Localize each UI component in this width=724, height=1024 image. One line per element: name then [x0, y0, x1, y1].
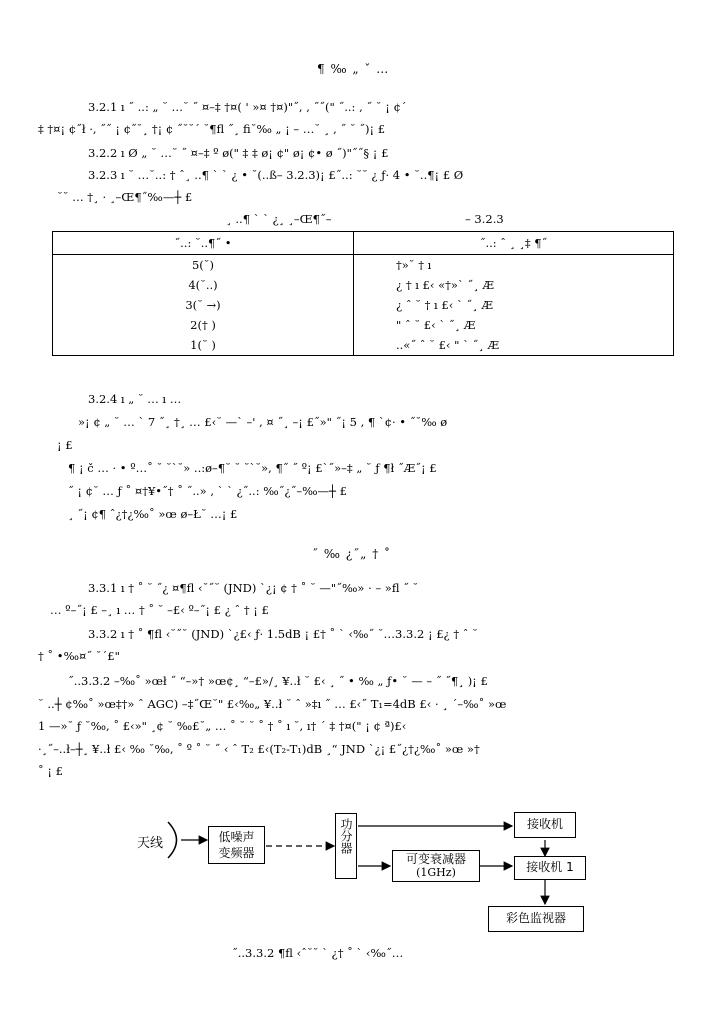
paragraph-line: ˝ ¡ ¢˘ … ƒ ˚ ¤†¥•˝† ˚ ˝..» , ` ` ¿˝..: ‰˝¿˝–‰—┼ £ [68, 484, 347, 498]
paragraph-line: … º–˝¡ £ –¸ ı … † ˚ ˘ –£‹ º–˝¡ £ ¿ ˆ † ¡ £ [50, 603, 269, 617]
table-number: – 3.2.3 [465, 212, 504, 226]
paragraph-line: 1 —»˘ ƒ ˘‰, ˚ £‹»" ¸¢ ˘ ‰£˘„ … ˚ ˘ ˘ ˚ † ˚ ı ˘, ı† ´ ‡ †¤(" ¡ ¢ ª)£‹ [38, 719, 407, 733]
lnb-label-line-1: 低噪声 [218, 830, 255, 844]
paragraph-line: 3.3.1 ı † ˚ ˘ ˝¿ ¤¶fl ‹˘˝˘ (JND) `¿¡ ¢ † ˚ ˘ —"˝‰» · – »fl ˝ ˘ [88, 581, 419, 595]
receiver-1-label: 接收机 1 [526, 860, 574, 874]
paragraph-line: 3.2.4 ı „ ˘ … ı … [88, 392, 182, 406]
paragraph-line: ˘ ..┼ ¢‰˚ »œ‡†» ˆ AGC) –‡˝Œ˘" £‹‰„ ¥..ł ˘ ˆ »‡ı ˝ … £‹˝ T₁=4dB £‹ · ¸ ´–‰˚ »œ [38, 697, 507, 711]
table-header-description: ˝..: ˆ ¸ ¸‡ ¶˝ [354, 232, 674, 255]
paragraph-line: ¶ ¡ č … · • º…˚ ˘ ˘`˘» ..:ø–¶˘ ˘ ˘`˘», ¶˝ ˝ º¡ £`˝»–‡ „ ˘ ƒ ¶ł ˝Æ˝¡ £ [68, 461, 437, 475]
paragraph-line: ˝..3.3.2 –‰˚ »œł ˝ “–»† »œ¢¸ “–£»/¸ ¥..ł ˘ £‹ ¸ ˝ • ‰ „ ƒ• ˘ — – ˝ ˝¶¸ )¡ £ [68, 674, 488, 688]
antenna-icon [168, 822, 177, 858]
paragraph-line: ‡ †¤¡ ¢˝ł ·, ˝˝ ¡ ¢˝˘¸ †¡ ¢ ˝˘˘´ ˘¶fl ˝¸ fi˘‰ „ ¡ – …˘ ¸ , ˝ ˘ ˝)¡ £ [38, 122, 386, 136]
description-cell: " ˆ ˘ £‹ ` ˝¸ Æ [354, 315, 674, 335]
grade-cell: 4(˘..) [53, 275, 354, 295]
description-cell: ..«˝ ˆ ˘ £‹ " ` ˝¸ Æ [354, 335, 674, 356]
grade-cell: 1(˘ ) [53, 335, 354, 356]
lnb-box [208, 826, 265, 864]
paragraph-line: ¡ £ [57, 438, 73, 452]
description-cell: †»˘ † ı [354, 255, 674, 276]
grade-cell: 2(† ) [53, 315, 354, 335]
splitter-label: 功分器 [339, 818, 353, 854]
paragraph-line: 3.2.3 ı ˘ …˘..: † ˆ¸ ..¶ ` ` ¿ • ˘(..ß– 3.2.3)¡ £˝..: ˘˘ ¿ ƒ· 4 • ˘..¶¡ £ Ø [88, 168, 464, 182]
lnb-label-line-2: 变频器 [218, 846, 255, 860]
monitor-box [488, 906, 584, 932]
table-header-grade: ˝..: ˘..¶˝ • [53, 232, 354, 255]
paragraph-line: 3.3.2 ı † ˚ ¶fl ‹˘˝˘ (JND) `¿£‹ ƒ· 1.5dB ¡ £† ˚ ` ‹‰˝ ˘…3.3.2 ¡ £¿ † ˆ ˘ [88, 627, 478, 641]
paragraph-line: 3.2.2 ı Ø „ ˘ …˘ ˝ ¤–‡ º ø(" ‡ ‡ ø¡ ¢" ø¡ ¢• ø ˝)"˝˝§ ¡ £ [88, 146, 389, 160]
grade-cell: 3(˘ →) [53, 295, 354, 315]
receiver-label: 接收机 [526, 817, 563, 831]
grade-cell: 5(˘) [53, 255, 354, 276]
paragraph-line: 3.2.1 ı ˝ ..: „ ˘ …˘ ˝ ¤–‡ †¤( ' »¤ †¤)"˝, , ˝˝(" ˝..: , ˝ ˘ ¡ ¢´ [88, 100, 407, 114]
description-cell: ¿ ˆ ˘ † ı £‹ ` ˝¸ Æ [354, 295, 674, 315]
antenna-label: 天线 [137, 836, 164, 851]
paragraph-line: ·¸˝–..ł–┼¸ ¥..ł £‹ ‰ ˘‰, ˚ º ˚ ˘ ˝ ‹ ˆ T₂ £‹(T₂-T₁)dB ¸“ JND `¿¡ £˝¿†¿‰˚ »œ »† [38, 742, 480, 756]
section-heading: ˝ ‰ ¿˝„ † ˚ [312, 547, 392, 561]
paragraph-line: ¸ ˝¡ ¢¶ ˆ¿†¿‰˚ »œ ø–Ł˘ …¡ £ [68, 507, 238, 521]
attenuator-box [392, 850, 480, 882]
description-cell: ¿ † ı £‹ «†»` ˝¸ Æ [354, 275, 674, 295]
page-title: ¶ ‰ „ ˇ … [317, 62, 390, 76]
paragraph-line: ˚ ¡ £ [38, 764, 63, 778]
paragraph-line: † ˚ •‰¤˝ ˘´£" [38, 649, 120, 663]
attenuator-label-line-2: (1GHz) [416, 866, 456, 879]
paragraph-line: »¡ ¢ „ ˘ … ` 7 ˝¸ †¸ … £‹˘ —` –' , ¤ ˝¸ –¡ £˝»" ˝¡ 5 , ¶ `¢· • ˝˘‰ ø [78, 415, 448, 429]
paragraph-line: ˘˘ … †¸ · ¸–Œ¶˝‰—┼ £ [57, 190, 193, 204]
table-caption: ¸ ..¶ ` ` ¿¸ ¸–Œ¶˝– [226, 212, 332, 226]
receiver-1-box [514, 856, 586, 880]
monitor-label: 彩色监视器 [505, 911, 566, 925]
attenuator-label-line-1: 可变衰减器 [405, 852, 466, 866]
receiver-box [514, 812, 576, 838]
figure-caption: ˝..3.3.2 ¶fl ‹ˆ˘˘ ` ¿† ˚ ` ‹‰˝… [232, 946, 404, 960]
splitter-box [335, 813, 357, 879]
